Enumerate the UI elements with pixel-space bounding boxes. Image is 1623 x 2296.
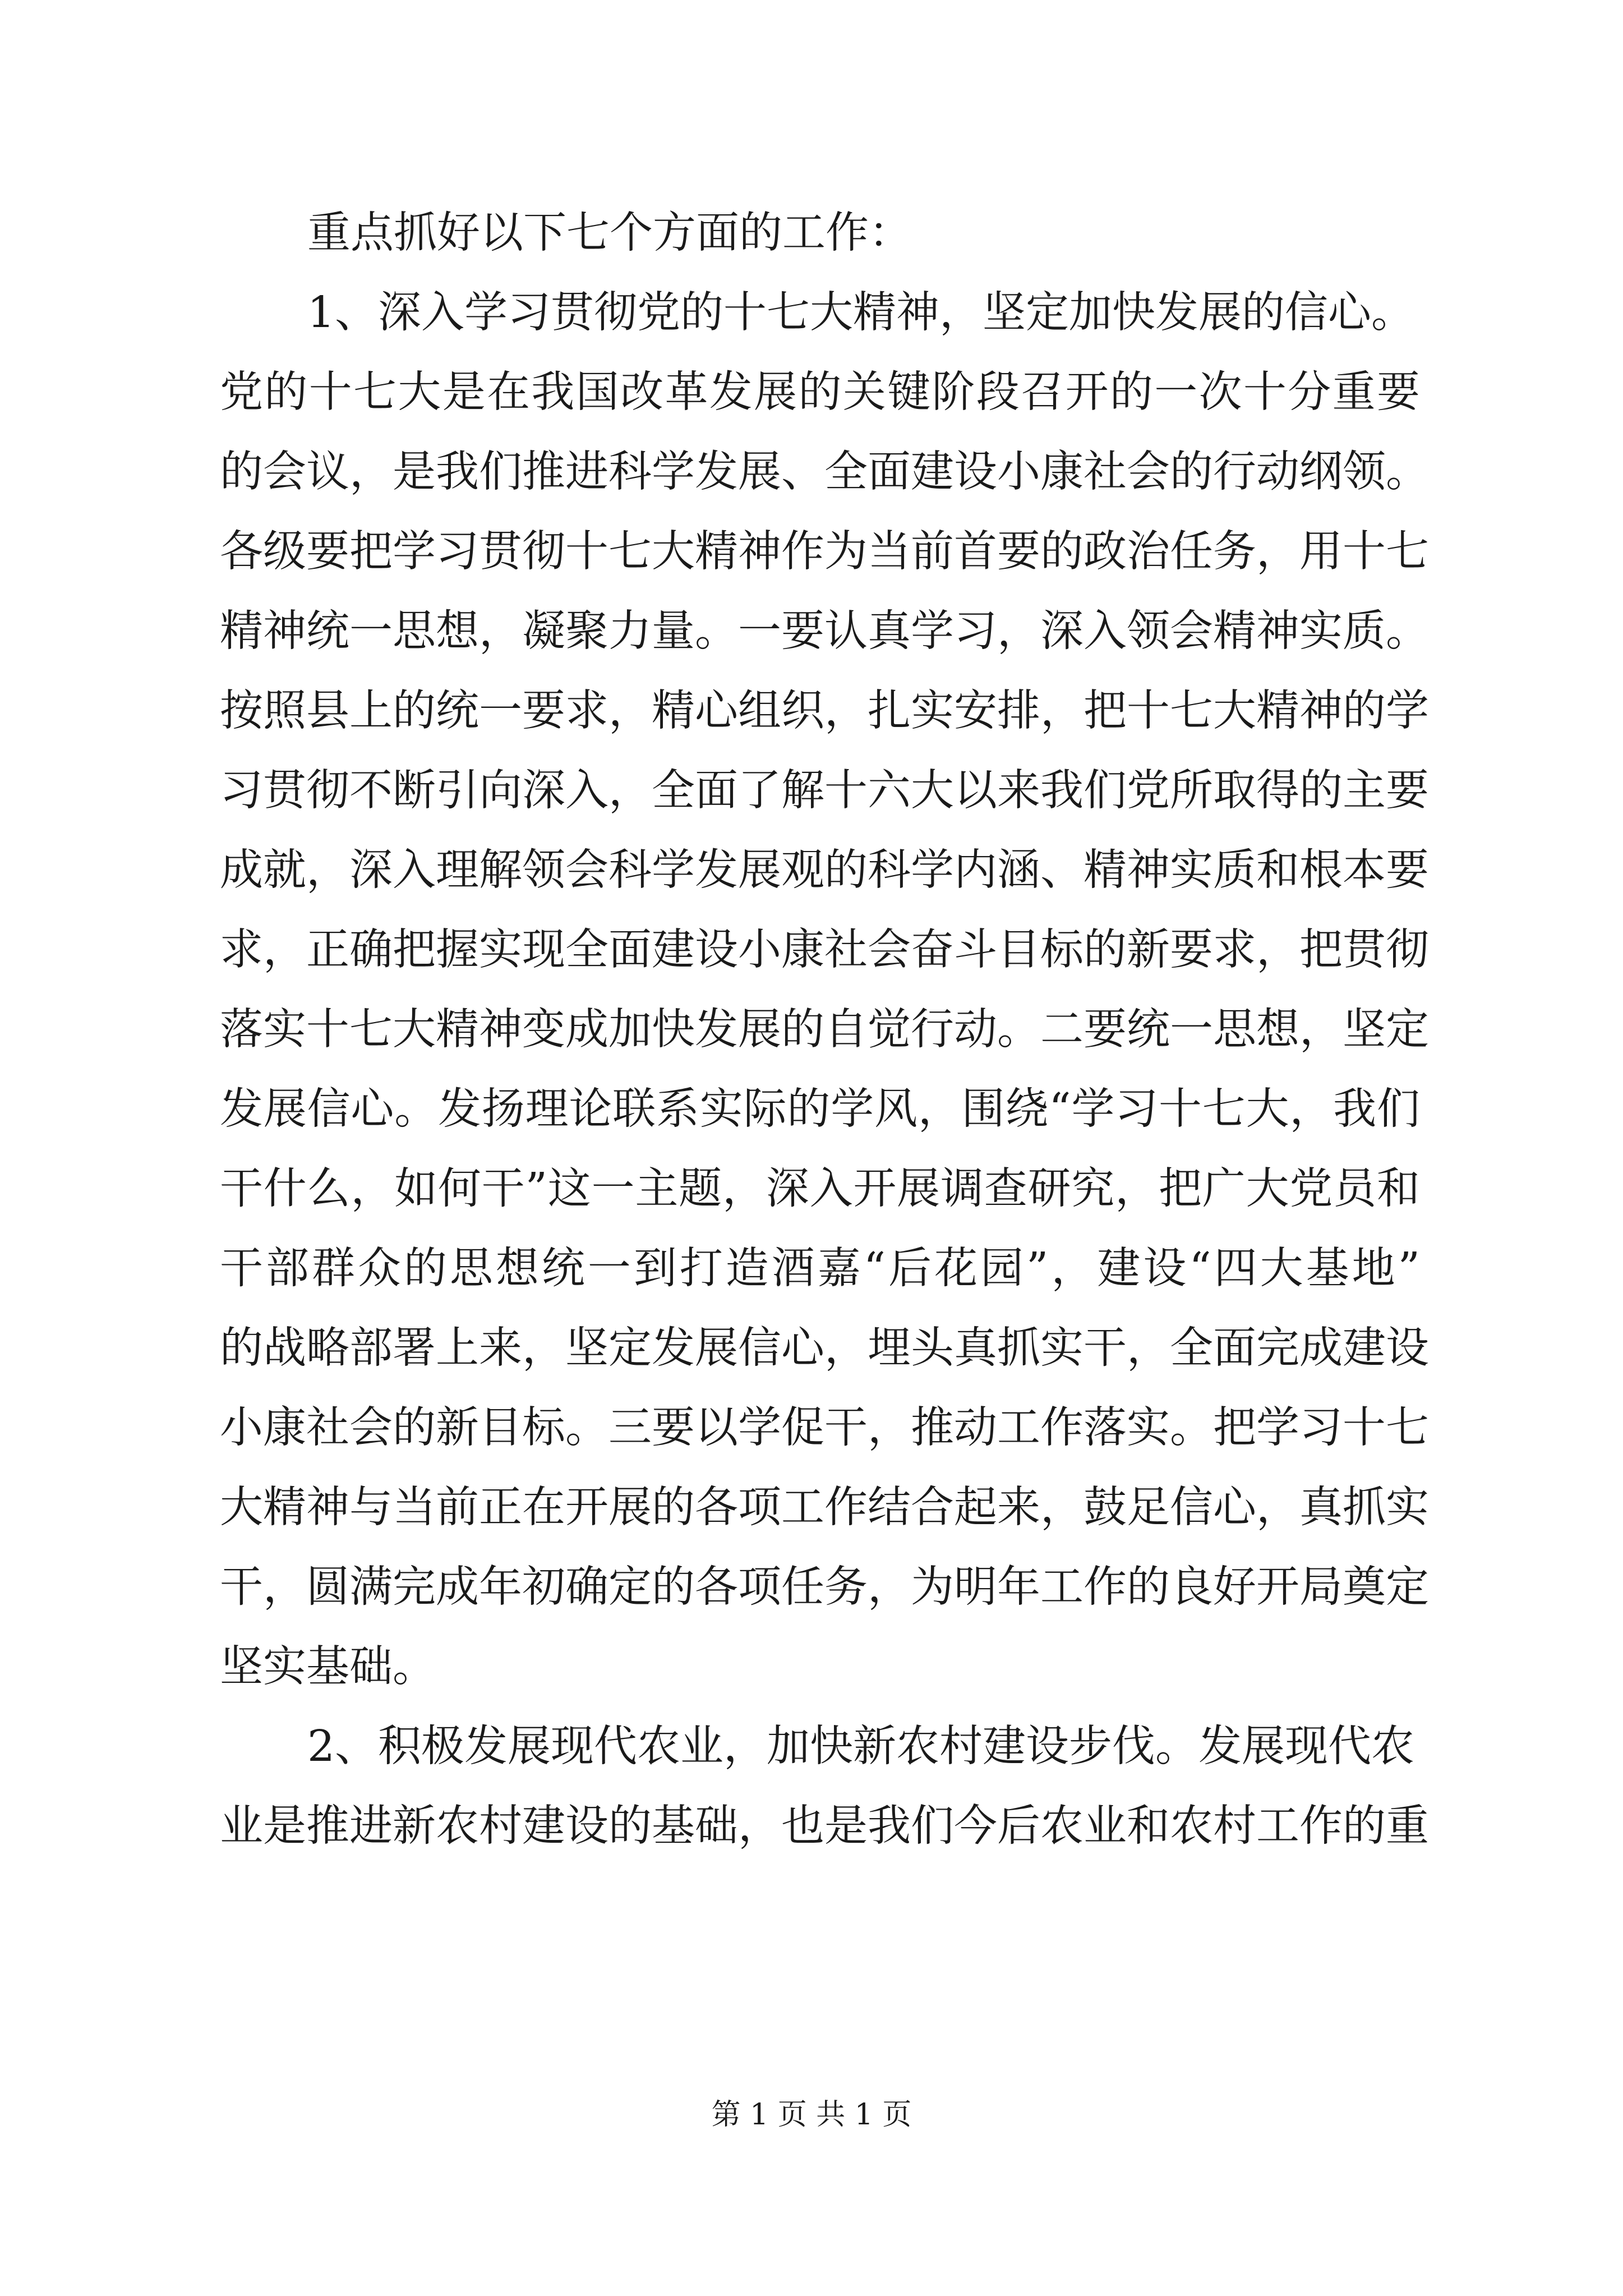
paragraph-line: 习贯彻不断引向深入，全面了解十六大以来我们党所取得的主要 [220, 766, 1429, 816]
paragraph-line: 业是推进新农村建设的基础，也是我们今后农业和农村工作的重 [220, 1801, 1429, 1851]
paragraph-line: 党的十七大是在我国改革发展的关键阶段召开的一次十分重要 [220, 367, 1420, 417]
paragraph-line: 精神统一思想，凝聚力量。一要认真学习，深入领会精神实质。 [220, 606, 1429, 656]
paragraph-line: 干部群众的思想统一到打造酒嘉“后花园”，建设“四大基地” [220, 1244, 1420, 1294]
paragraph-line: 求，正确把握实现全面建设小康社会奋斗目标的新要求，把贯彻 [220, 925, 1429, 975]
paragraph-line: 成就，深入理解领会科学发展观的科学内涵、精神实质和根本要 [220, 845, 1429, 895]
paragraph-line: 重点抓好以下七个方面的工作： [307, 208, 912, 258]
paragraph-line: 小康社会的新目标。三要以学促干，推动工作落实。把学习十七 [220, 1403, 1429, 1453]
paragraph-line: 1、深入学习贯彻党的十七大精神，坚定加快发展的信心。 [307, 288, 1414, 338]
page-number-footer: 第 1 页 共 1 页 [711, 2098, 912, 2132]
paragraph-line: 的战略部署上来，坚定发展信心，埋头真抓实干，全面完成建设 [220, 1323, 1429, 1373]
paragraph-line: 坚实基础。 [220, 1642, 436, 1692]
paragraph-line: 各级要把学习贯彻十七大精神作为当前首要的政治任务，用十七 [220, 527, 1429, 577]
paragraph-line: 发展信心。发扬理论联系实际的学风，围绕“学习十七大，我们 [220, 1084, 1420, 1134]
paragraph-line: 按照县上的统一要求，精心组织，扎实安排，把十七大精神的学 [220, 686, 1429, 736]
paragraph-line: 落实十七大精神变成加快发展的自觉行动。二要统一思想，坚定 [220, 1005, 1429, 1055]
paragraph-line: 干，圆满完成年初确定的各项任务，为明年工作的良好开局奠定 [220, 1562, 1429, 1612]
paragraph-line: 大精神与当前正在开展的各项工作结合起来，鼓足信心，真抓实 [220, 1483, 1429, 1533]
document-body [220, 194, 1429, 1866]
paragraph-line: 2、积极发展现代农业，加快新农村建设步伐。发展现代农 [307, 1722, 1414, 1772]
paragraph-line: 干什么，如何干”这一主题，深入开展调查研究，把广大党员和 [220, 1164, 1420, 1214]
paragraph-line: 的会议，是我们推进科学发展、全面建设小康社会的行动纲领。 [220, 447, 1429, 497]
